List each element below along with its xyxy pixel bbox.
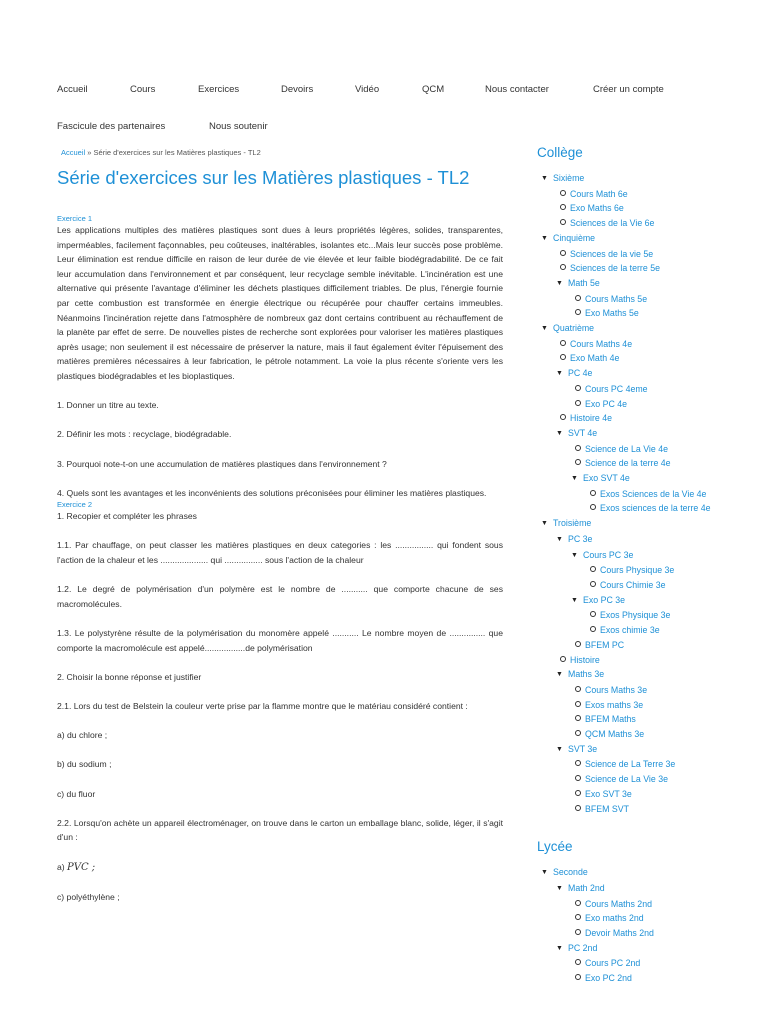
college-heading: Collège [537,145,583,160]
tree-leaf [571,802,762,817]
tree-leaf [571,292,762,307]
link-svt-3e[interactable]: SVT 3e [568,743,598,754]
tree-leaf [586,608,762,623]
tree-leaf [586,487,762,502]
tree-leaf [556,351,762,366]
tree-leaf [556,201,762,216]
link-math-2nd[interactable]: Math 2nd [568,882,605,893]
link-exos-sciences-vie-4e[interactable]: Exos Sciences de la Vie 4e [600,488,707,499]
bullet-icon [571,757,585,772]
caret-down-icon[interactable]: ▼ [556,370,563,378]
exercise-2-choose: 2. Choisir la bonne réponse et justifier [57,671,202,682]
bullet-icon [556,216,570,231]
bullet-icon [571,802,585,817]
bullet-icon [556,201,570,216]
tree-leaf [556,337,762,352]
tree-pc-2nd [556,941,762,986]
exercise-2-question-2-1: 2.1. Lors du test de Belstein la couleur verte prise par la flamme montre que le matériau considéré contient : [57,701,468,711]
link-sixieme[interactable]: Sixième [553,173,585,183]
caret-down-icon[interactable]: ▼ [556,671,563,679]
nav-creer-compte[interactable]: Créer un compte [593,84,664,95]
exercise-2-intro: 1. Recopier et compléter les phrases [57,511,197,522]
link-seconde[interactable]: Seconde [553,867,588,878]
link-quatrieme[interactable]: Quatrième [553,323,595,334]
tree-leaf [556,411,762,426]
link-sciences-vie-6e[interactable]: Sciences de la Vie 6e [570,218,655,229]
link-devoir-maths-2nd[interactable]: Devoir Maths 2nd [585,928,654,939]
tree-math-5e [556,276,762,321]
tree-cinquieme [541,231,762,321]
link-cours-math-6e[interactable]: Cours Math 6e [570,188,628,199]
tree-leaf [571,306,762,321]
link-pc-4e[interactable]: PC 4e [568,368,593,379]
nav-row-2 [57,121,697,133]
bullet-icon [571,897,585,912]
link-pc-2nd[interactable]: PC 2nd [568,942,598,953]
bullet-icon [571,442,585,457]
main-content [57,148,503,904]
tree-exo-svt-4e [571,471,762,516]
link-cours-maths-3e[interactable]: Cours Maths 3e [585,684,648,695]
caret-down-icon[interactable]: ▼ [556,745,563,753]
tree-seconde [541,865,762,986]
sidebar [537,144,762,986]
bullet-icon [571,292,585,307]
tree-leaf [571,911,762,926]
link-cours-pc-4eme[interactable]: Cours PC 4eme [585,383,648,394]
tree-leaf [571,638,762,653]
tree-leaf [586,563,762,578]
tree-leaf [571,382,762,397]
link-cours-maths-5e[interactable]: Cours Maths 5e [585,293,648,304]
caret-down-icon[interactable]: ▼ [571,596,578,604]
link-exo-svt-3e[interactable]: Exo SVT 3e [585,788,632,799]
link-exo-maths-5e[interactable]: Exo Maths 5e [585,308,639,319]
link-science-terre-3e[interactable]: Science de La Terre 3e [585,759,676,770]
tree-leaf [571,787,762,802]
tree-leaf [571,727,762,742]
caret-down-icon[interactable]: ▼ [556,944,563,952]
bullet-icon [586,578,600,593]
nav-nous-contacter[interactable]: Nous contacter [485,84,549,95]
link-exo-pc-4e[interactable]: Exo PC 4e [585,398,628,409]
tree-leaf [571,442,762,457]
bullet-icon [571,911,585,926]
tree-leaf [586,623,762,638]
exercise-2-question-2-2: 2.2. Lorsqu'on achète un appareil électroménager, on trouve dans le carton un emballage blanc, solide, léger, il s'agit d'un : [57,817,503,843]
link-exos-maths-3e[interactable]: Exos maths 3e [585,699,644,710]
lycee-heading: Lycée [537,839,573,855]
tree-leaf [571,698,762,713]
link-bfem-pc[interactable]: BFEM PC [585,639,625,650]
tree-svt-3e [556,742,762,817]
answer-a-pvc [57,860,503,876]
bullet-icon [556,247,570,262]
tree-leaf [571,712,762,727]
exercise-1-content [57,223,503,500]
bullet-icon [586,487,600,502]
exercise-2-content [57,509,503,904]
bullet-icon [571,306,585,321]
caret-down-icon[interactable]: ▼ [556,535,563,543]
tree-leaf [556,216,762,231]
link-cours-pc-2nd[interactable]: Cours PC 2nd [585,958,641,969]
caret-down-icon[interactable]: ▼ [541,234,548,242]
exercise-1-text: Les applications multiples des matières plastiques sont dues à leurs propriétés légères, solides, transparentes, imperméables, facilement façonnables, peu coûteuses, inaltérables, isolantes etc...Mais leur succès pose problème. Leur élimination est rendue difficile en raison de leur durée de vie élevée et leur faible biodégradabilité. De ce fait leur accumulation dans l'environnement et par conséquent, leur recyclage semble inévitable. L'incinération est une alternative qui présente l'avantage d'éliminer les déchets plastiques difficilement triables. De plus, l'énergie fournie par cette combustion est transformée en énergie électrique ou récupérée pour chauffer certains immeubles. Néanmoins l'incinération rejette dans l'atmosphère de nombreux gaz dont certains contribuent au réchauffement de la planète par effet de serre. De nouvelles pistes de recherche sont explorées pour valoriser les matières plastiques après usage; non seulement il est nécessaire de préserver la nature, mais il faut également éviter l'épuisement des matières premières nécessaires à leur fabrication, le pétrole notamment. La voie la plus récente s'oriente vers les plastiques biodégradables et les bioplastiques. [57,225,503,381]
exercise-1-question-4: 4. Quels sont les avantages et les inconvénients des solutions préconisées pour éliminer les matières plastiques. [57,487,487,498]
link-exo-svt-4e[interactable]: Exo SVT 4e [583,473,630,484]
lycee-tree [537,865,762,986]
nav-cours[interactable]: Cours [130,84,156,95]
tree-svt-4e [556,426,762,516]
link-bfem-maths[interactable]: BFEM Maths [585,714,636,725]
tree-leaf [556,261,762,276]
link-cours-pc-3e[interactable]: Cours PC 3e [583,549,634,560]
bullet-icon [556,187,570,202]
bullet-icon [556,261,570,276]
tree-maths-3e [556,667,762,742]
bullet-icon [556,351,570,366]
link-exos-physique-3e[interactable]: Exos Physique 3e [600,610,671,621]
link-cours-physique-3e[interactable]: Cours Physique 3e [600,565,675,576]
bullet-icon [556,653,570,668]
tree-math-2nd [556,881,762,941]
tree-leaf [571,397,762,412]
link-exo-maths-6e[interactable]: Exo Maths 6e [570,203,624,214]
breadcrumb [61,148,503,157]
caret-down-icon[interactable]: ▼ [541,869,548,877]
bullet-icon [571,683,585,698]
link-sciences-vie-5e[interactable]: Sciences de la vie 5e [570,248,654,259]
bullet-icon [571,926,585,941]
bullet-icon [571,698,585,713]
bullet-icon [571,727,585,742]
link-exos-chimie-3e[interactable]: Exos chimie 3e [600,625,660,636]
link-science-vie-3e[interactable]: Science de La Vie 3e [585,774,668,785]
tree-sixieme [541,171,762,231]
tree-leaf [556,247,762,262]
tree-pc-3e [556,532,762,653]
bullet-icon [571,956,585,971]
link-exos-sciences-terre-4e[interactable]: Exos sciences de la terre 4e [600,503,711,514]
tree-exo-pc-3e [571,593,762,638]
link-cours-maths-4e[interactable]: Cours Maths 4e [570,338,633,349]
bullet-icon [586,501,600,516]
caret-down-icon[interactable]: ▼ [556,429,563,437]
link-exo-maths-2nd[interactable]: Exo maths 2nd [585,913,644,924]
link-science-terre-4e[interactable]: Science de la terre 4e [585,458,671,469]
exercise-1-question-1: 1. Donner un titre au texte. [57,400,159,411]
nav-qcm[interactable]: QCM [422,84,445,95]
exercise-1-question-3: 3. Pourquoi note-t-on une accumulation de matières plastiques dans l'environnement ? [57,458,387,469]
link-qcm-maths-3e[interactable]: QCM Maths 3e [585,729,645,740]
tree-leaf [556,653,762,668]
tree-leaf [571,956,762,971]
bullet-icon [571,787,585,802]
bullet-icon [571,712,585,727]
bullet-icon [571,638,585,653]
bullet-icon [571,971,585,986]
main-nav [57,84,697,132]
answer-c-fluor: c) du fluor [57,788,96,799]
tree-leaf [571,683,762,698]
link-maths-3e[interactable]: Maths 3e [568,669,605,680]
link-pc-3e[interactable]: PC 3e [568,533,593,544]
answer-b-sodium: b) du sodium ; [57,759,112,770]
caret-down-icon[interactable]: ▼ [541,175,548,182]
link-cinquieme[interactable]: Cinquième [553,232,596,243]
link-bfem-svt[interactable]: BFEM SVT [585,803,629,814]
link-cours-chimie-3e[interactable]: Cours Chimie 3e [600,579,666,590]
link-exo-pc-3e[interactable]: Exo PC 3e [583,594,626,605]
link-cours-maths-2nd[interactable]: Cours Maths 2nd [585,898,652,909]
link-troisieme[interactable]: Troisième [553,518,592,529]
nav-video[interactable]: Vidéo [355,84,380,95]
bullet-icon [571,456,585,471]
tree-leaf [571,772,762,787]
link-histoire[interactable]: Histoire [570,654,600,665]
tree-cours-pc-3e [571,548,762,593]
link-exo-pc-2nd[interactable]: Exo PC 2nd [585,973,632,984]
exercise-1-question-2: 2. Définir les mots : recyclage, biodégradable. [57,429,232,440]
exercise-2-question-1-1: 1.1. Par chauffage, on peut classer les matières plastiques en deux categories : les ................ qui fondent sous l'action de la chaleur et les .................... qui ................ sous l'action de la chaleur [57,540,503,566]
nav-devoirs[interactable]: Devoirs [281,84,314,95]
bullet-icon [571,772,585,787]
bullet-icon [586,623,600,638]
link-sciences-terre-5e[interactable]: Sciences de la terre 5e [570,263,660,274]
tree-troisieme [541,516,762,816]
link-math-5e[interactable]: Math 5e [568,277,600,288]
link-science-vie-4e[interactable]: Science de La Vie 4e [585,443,668,454]
breadcrumb-current: Série d'exercices sur les Matières plastiques - TL2 [93,148,261,157]
college-tree [537,171,762,816]
page-title: Série d'exercices sur les Matières plastiques - TL2 [57,167,470,188]
caret-down-icon[interactable]: ▼ [541,325,548,333]
tree-leaf [571,971,762,986]
bullet-icon [556,411,570,426]
caret-down-icon[interactable]: ▼ [541,520,548,528]
caret-down-icon[interactable]: ▼ [556,279,563,287]
bullet-icon [586,608,600,623]
bullet-icon [571,397,585,412]
caret-down-icon[interactable]: ▼ [571,475,578,483]
tree-quatrieme [541,321,762,516]
bullet-icon [556,337,570,352]
breadcrumb-separator: » [87,148,92,157]
tree-leaf [556,187,762,202]
link-exo-math-4e[interactable]: Exo Math 4e [570,353,620,364]
tree-leaf [586,578,762,593]
nav-fascicule[interactable]: Fascicule des partenaires [57,121,166,132]
link-svt-4e[interactable]: SVT 4e [568,427,598,438]
exercise-2-link[interactable]: Exercice 2 [57,500,93,510]
exercise-2-question-1-2: 1.2. Le degré de polymérisation d'un polymère est le nombre de ........... que comporte chacune de ses macromolécules. [57,584,503,609]
tree-leaf [571,897,762,912]
answer-a-math: PVC ; [67,861,96,873]
link-histoire-4e[interactable]: Histoire 4e [570,413,613,424]
tree-leaf [571,456,762,471]
nav-nous-soutenir[interactable]: Nous soutenir [209,121,268,132]
answer-a-chlore: a) du chlore ; [57,730,108,741]
exercise-2-question-1-3: 1.3. Le polystyrène résulte de la polymérisation du monomère appelé ........... Le nombre moyen de ............... que comporte la macromolécule est appelé.................de polymérisation [57,628,503,653]
tree-leaf [586,501,762,516]
answer-a-prefix: a) [57,861,68,872]
caret-down-icon[interactable]: ▼ [571,551,578,559]
bullet-icon [586,563,600,578]
breadcrumb-home[interactable]: Accueil [61,148,86,157]
caret-down-icon[interactable]: ▼ [556,884,563,892]
nav-accueil[interactable]: Accueil [57,84,88,95]
tree-leaf [571,757,762,772]
tree-leaf [571,926,762,941]
exercise-1-link[interactable]: Exercice 1 [57,214,93,223]
bullet-icon [571,382,585,397]
tree-pc-4e [556,366,762,411]
nav-exercices[interactable]: Exercices [198,84,240,95]
answer-c-polyethylene: c) polyéthylène ; [57,891,120,902]
nav-row-1 [57,84,697,96]
